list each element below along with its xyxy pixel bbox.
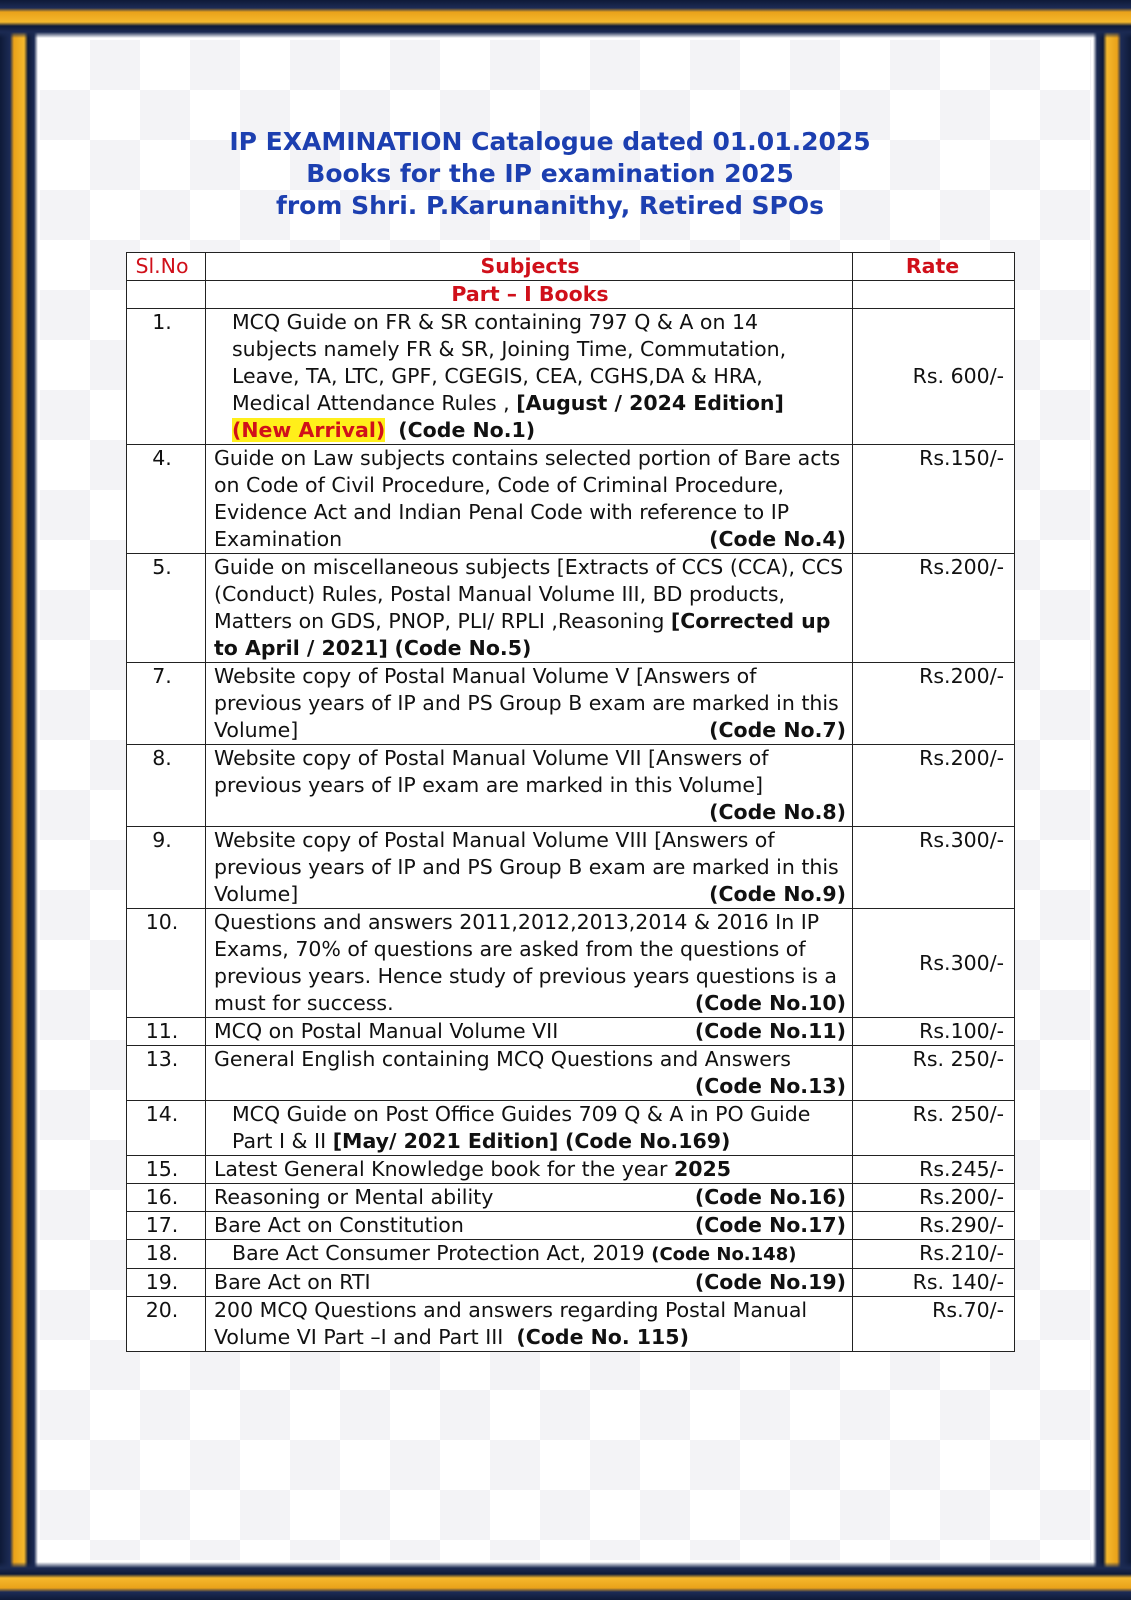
row-rate: Rs.200/-	[853, 745, 1015, 827]
table-row	[127, 1297, 1015, 1352]
table-row	[127, 1101, 1015, 1156]
table-row	[127, 827, 1015, 909]
row-slno: 8.	[127, 745, 206, 827]
table-row	[127, 554, 1015, 663]
row-slno: 19.	[127, 1269, 206, 1297]
table-header-row	[127, 253, 1015, 281]
row-subject: Bare Act on RTI (Code No.19)	[206, 1269, 853, 1297]
row-code: (Code No.148)	[651, 1244, 797, 1265]
row-rate: Rs. 600/-	[853, 309, 1015, 445]
row-subject: Website copy of Postal Manual Volume V [Answers of previous years of IP and PS Group B exam are marked in this Volume] (Code No.7)	[206, 663, 853, 745]
row-code: (Code No.13)	[694, 1074, 846, 1098]
table-row	[127, 445, 1015, 554]
row-subject: MCQ Guide on Post Office Guides 709 Q & A in PO Guide Part I & II [May/ 2021 Edition] (Code No.169)	[206, 1101, 853, 1156]
row-subject: Guide on Law subjects contains selected portion of Bare acts on Code of Civil Procedure, Code of Criminal Procedure, Evidence Act and Indian Penal Code with reference to IP Examination (Code No.4)	[206, 445, 853, 554]
part-title: Part – I Books	[206, 281, 853, 309]
header-rate: Rate	[853, 253, 1015, 281]
row-code: (Code No.11)	[694, 1019, 846, 1043]
row-slno: 16.	[127, 1184, 206, 1212]
row-subject: Website copy of Postal Manual Volume VIII [Answers of previous years of IP and PS Group B exam are marked in this Volume] (Code No.9)	[206, 827, 853, 909]
heading-line-2: Books for the IP examination 2025	[306, 159, 794, 188]
row-rate: Rs.210/-	[853, 1240, 1015, 1269]
table-row	[127, 909, 1015, 1018]
row-rate: Rs.200/-	[853, 554, 1015, 663]
part-title-row	[127, 281, 1015, 309]
row-subject: 200 MCQ Questions and answers regarding Postal Manual Volume VI Part –I and Part III (Code No. 115)	[206, 1297, 853, 1352]
row-rate: Rs.200/-	[853, 1184, 1015, 1212]
row-rate: Rs.300/-	[853, 827, 1015, 909]
row-rate: Rs.290/-	[853, 1212, 1015, 1240]
row-slno: 1.	[127, 309, 206, 445]
row-slno: 9.	[127, 827, 206, 909]
table-row	[127, 1046, 1015, 1101]
row-slno: 18.	[127, 1240, 206, 1269]
row-subject: Latest General Knowledge book for the year 2025	[206, 1156, 853, 1184]
table-row	[127, 1240, 1015, 1269]
row-subject: MCQ on Postal Manual Volume VII (Code No.11)	[206, 1018, 853, 1046]
page-border-bottom	[0, 1560, 1131, 1600]
row-slno: 20.	[127, 1297, 206, 1352]
row-code: (Code No.9)	[709, 882, 846, 906]
row-subject: General English containing MCQ Questions and Answers (Code No.13)	[206, 1046, 853, 1101]
row-rate: Rs. 250/-	[853, 1046, 1015, 1101]
row-slno: 14.	[127, 1101, 206, 1156]
table-row	[127, 309, 1015, 445]
row-code: (Code No.17)	[694, 1213, 846, 1237]
header-slno: Sl.No	[127, 253, 206, 281]
catalogue-heading	[120, 126, 980, 222]
row-subject: Questions and answers 2011,2012,2013,2014 & 2016 In IP Exams, 70% of questions are asked from the questions of previous years. Hence study of previous years questions is a must for success. (Code No.10)	[206, 909, 853, 1018]
row-rate: Rs.200/-	[853, 663, 1015, 745]
row-code: (Code No.10)	[694, 991, 846, 1015]
row-rate: Rs.245/-	[853, 1156, 1015, 1184]
table-row	[127, 1018, 1015, 1046]
row-slno: 11.	[127, 1018, 206, 1046]
books-table	[126, 252, 1015, 1352]
table-row	[127, 1156, 1015, 1184]
row-code: (Code No.16)	[694, 1185, 846, 1209]
row-code: (Code No.169)	[564, 1129, 731, 1153]
row-code: (Code No.4)	[709, 527, 846, 551]
table-row	[127, 745, 1015, 827]
row-rate: Rs. 140/-	[853, 1269, 1015, 1297]
row-rate: Rs.300/-	[853, 909, 1015, 1018]
row-subject: Bare Act Consumer Protection Act, 2019 (Code No.148)	[206, 1240, 853, 1269]
header-subjects: Subjects	[206, 253, 853, 281]
row-rate: Rs.100/-	[853, 1018, 1015, 1046]
table-row	[127, 1184, 1015, 1212]
table-row	[127, 663, 1015, 745]
row-subject: Bare Act on Constitution (Code No.17)	[206, 1212, 853, 1240]
new-arrival-badge: (New Arrival)	[232, 418, 386, 442]
table-row	[127, 1269, 1015, 1297]
table-row	[127, 1212, 1015, 1240]
row-rate: Rs.70/-	[853, 1297, 1015, 1352]
row-code: (Code No.7)	[709, 718, 846, 742]
row-slno: 13.	[127, 1046, 206, 1101]
row-code: (Code No.1)	[398, 418, 536, 442]
row-rate: Rs.150/-	[853, 445, 1015, 554]
row-code: (Code No.5)	[394, 636, 532, 660]
row-rate: Rs. 250/-	[853, 1101, 1015, 1156]
row-subject: Guide on miscellaneous subjects [Extracts of CCS (CCA), CCS (Conduct) Rules, Postal Manual Volume III, BD products, Matters on GDS, PNOP, PLI/ RPLI ,Reasoning [Corrected up to April / 2021] (Code No.5)	[206, 554, 853, 663]
page-border-right	[1091, 0, 1131, 1600]
row-code: (Code No.8)	[709, 800, 846, 824]
row-slno: 17.	[127, 1212, 206, 1240]
row-slno: 4.	[127, 445, 206, 554]
page-border-top	[0, 0, 1131, 40]
row-subject: MCQ Guide on FR & SR containing 797 Q & A on 14 subjects namely FR & SR, Joining Time, Commutation, Leave, TA, LTC, GPF, CGEGIS, CEA, CGHS,DA & HRA, Medical Attendance Rules , [August / 2024 Edition] (New Arrival) (Code No.1)	[206, 309, 853, 445]
row-code: (Code No. 115)	[516, 1325, 689, 1349]
row-slno: 5.	[127, 554, 206, 663]
row-code: (Code No.19)	[694, 1270, 846, 1294]
heading-line-3: from Shri. P.Karunanithy, Retired SPOs	[275, 191, 825, 220]
row-slno: 10.	[127, 909, 206, 1018]
row-subject: Website copy of Postal Manual Volume VII [Answers of previous years of IP exam are marked in this Volume] (Code No.8)	[206, 745, 853, 827]
row-slno: 15.	[127, 1156, 206, 1184]
row-subject: Reasoning or Mental ability (Code No.16)	[206, 1184, 853, 1212]
heading-line-1: IP EXAMINATION Catalogue dated 01.01.2025	[229, 127, 871, 156]
row-slno: 7.	[127, 663, 206, 745]
